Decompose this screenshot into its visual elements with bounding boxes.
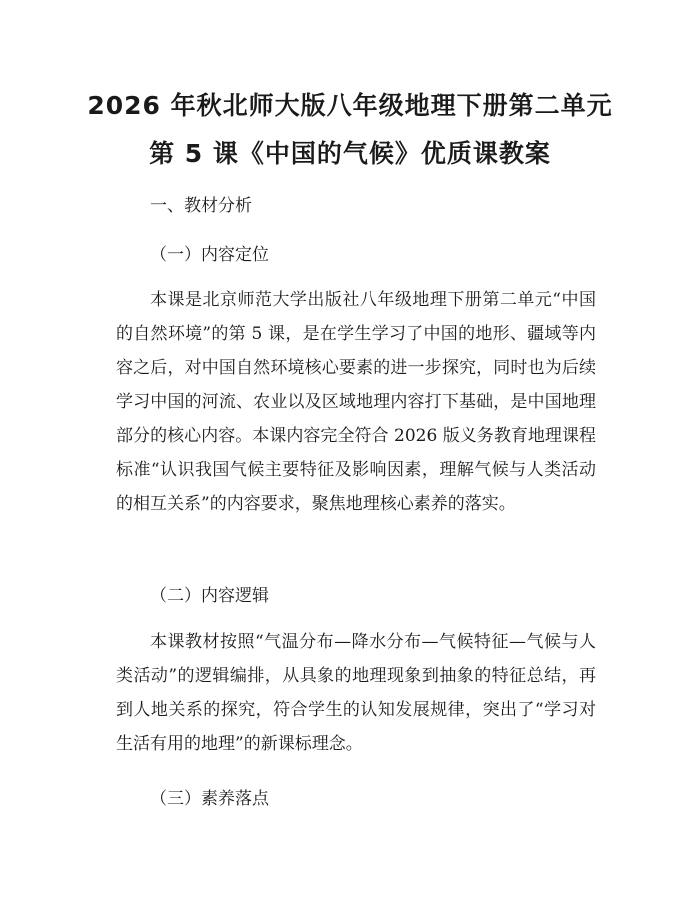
paragraph-content-positioning: 本课是北京师范大学出版社八年级地理下册第二单元“中国的自然环境”的第 5 课，是在学生学习了中国的地形、疆域等内容之后，对中国自然环境核心要素的进一步探究，同时也为后续学习中国的河流、农业以及区域地理内容打下基础，是中国地理部分的核心内容。本课内容完全符合 2026 版义务教育地理课程标准“认识我国气候主要特征及影响因素，理解气候与人类活动的相互关系”的内容要求，聚焦地理核心素养的落实。 xyxy=(116,290,596,514)
subsection-heading-content-positioning: （一）内容定位 xyxy=(150,245,269,265)
subsection-heading-literacy-focus: （三）素养落点 xyxy=(150,789,269,809)
section-heading-textbook-analysis: 一、教材分析 xyxy=(150,196,252,216)
document-title-line-1: 2026 年秋北师大版八年级地理下册第二单元 xyxy=(87,91,613,120)
paragraph-content-logic: 本课教材按照“气温分布—降水分布—气候特征—气候与人类活动”的逻辑编排，从具象的地理现象到抽象的特征总结，再到人地关系的探究，符合学生的认知发展规律，突出了“学习对生活有用的地理”的新课标理念。 xyxy=(116,632,596,754)
subsection-heading-content-logic: （二）内容逻辑 xyxy=(150,586,269,606)
document-title-line-2: 第 5 课《中国的气候》优质课教案 xyxy=(149,139,551,168)
